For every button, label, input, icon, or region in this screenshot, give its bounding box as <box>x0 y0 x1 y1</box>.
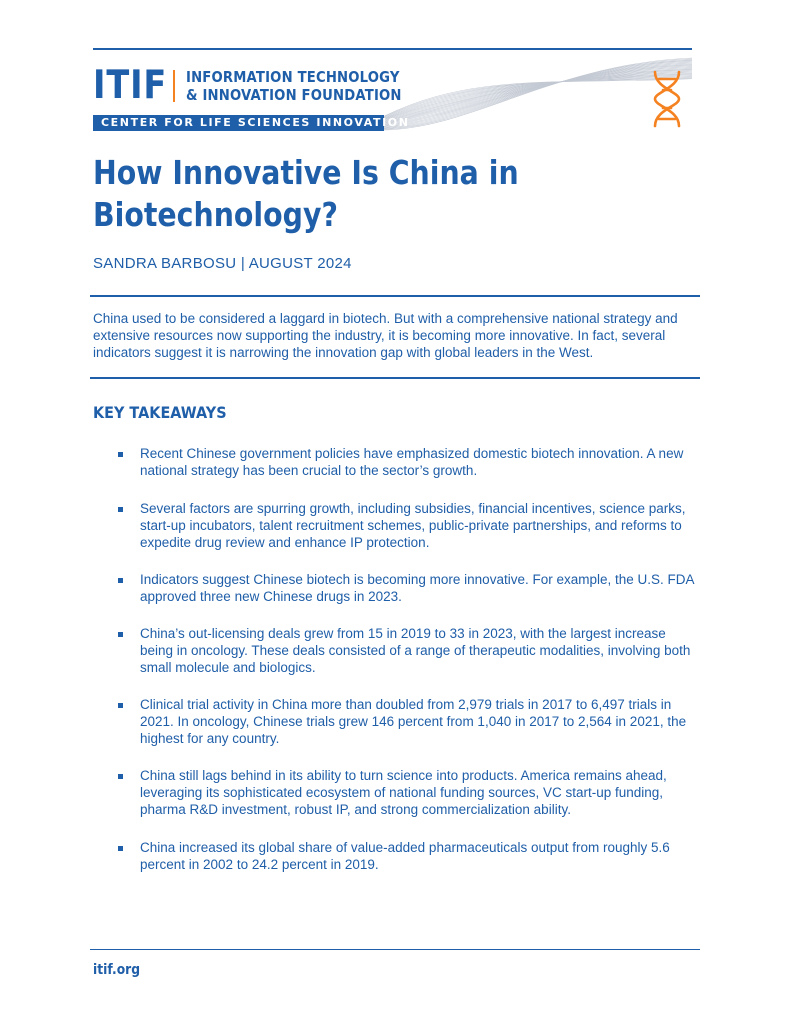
square-bullet-icon <box>118 507 123 512</box>
foundation-name-line-1: INFORMATION TECHNOLOGY <box>186 68 400 86</box>
foundation-name <box>186 68 402 104</box>
report-title: How Innovative Is China in Biotechnology? <box>93 153 519 234</box>
takeaway-text: Several factors are spurring growth, including subsidies, financial incentives, science parks, start-up incubators, talent recruitment schemes, public-private partnerships, and reforms to expedite drug review and enhance IP protection. <box>140 501 686 550</box>
takeaway-text: Clinical trial activity in China more than doubled from 2,979 trials in 2017 to 6,497 trials in 2021. In oncology, Chinese trials grew 146 percent from 1,040 in 2017 to 2,564 in 2021, the highest for any country. <box>140 697 687 746</box>
report-byline: SANDRA BARBOSU | AUGUST 2024 <box>93 255 352 272</box>
logo-divider <box>173 70 175 102</box>
takeaway-item <box>118 767 698 818</box>
takeaway-item <box>118 500 698 551</box>
dna-helix-icon <box>650 70 684 128</box>
key-takeaways-heading: KEY TAKEAWAYS <box>93 403 227 422</box>
foundation-name-line-2: & INNOVATION FOUNDATION <box>186 86 402 104</box>
summary-bottom-rule <box>90 377 700 379</box>
takeaway-item <box>118 839 698 873</box>
itif-logo[interactable] <box>93 63 402 108</box>
summary-top-rule <box>90 295 700 297</box>
header-wave-lines <box>384 50 692 132</box>
square-bullet-icon <box>118 774 123 779</box>
footer-site-link[interactable]: itif.org <box>93 962 141 978</box>
takeaway-item <box>118 696 698 747</box>
square-bullet-icon <box>118 578 123 583</box>
logo-wordmark: ITIF <box>93 63 168 108</box>
report-summary: China used to be considered a laggard in biotech. But with a comprehensive national strategy and extensive resources now supporting the industry, it is becoming more innovative. In fact, several indicators suggest it is narrowing the innovation gap with global leaders in the West. <box>93 311 678 360</box>
square-bullet-icon <box>118 452 123 457</box>
center-name-bar: CENTER FOR LIFE SCIENCES INNOVATION <box>93 115 384 131</box>
takeaway-item <box>118 571 698 605</box>
footer-rule <box>90 949 700 950</box>
takeaway-text: Indicators suggest Chinese biotech is becoming more innovative. For example, the U.S. FDA approved three new Chinese drugs in 2023. <box>140 572 694 604</box>
square-bullet-icon <box>118 846 123 851</box>
takeaway-text: China still lags behind in its ability to turn science into products. America remains ahead, leveraging its sophisticated ecosystem of national funding sources, VC start-up funding, pharma R&D investment, robust IP, and strong commercialization ability. <box>140 768 667 817</box>
takeaway-text: Recent Chinese government policies have emphasized domestic biotech innovation. A new national strategy has been crucial to the sector’s growth. <box>140 446 684 478</box>
square-bullet-icon <box>118 632 123 637</box>
takeaway-text: China’s out-licensing deals grew from 15 in 2019 to 33 in 2023, with the largest increase being in oncology. These deals consisted of a range of therapeutic modalities, involving both small molecule and biologics. <box>140 626 691 675</box>
takeaway-text: China increased its global share of value-added pharmaceuticals output from roughly 5.6 percent in 2002 to 24.2 percent in 2019. <box>140 840 670 872</box>
takeaway-item <box>118 445 698 479</box>
takeaway-item <box>118 625 698 676</box>
square-bullet-icon <box>118 703 123 708</box>
